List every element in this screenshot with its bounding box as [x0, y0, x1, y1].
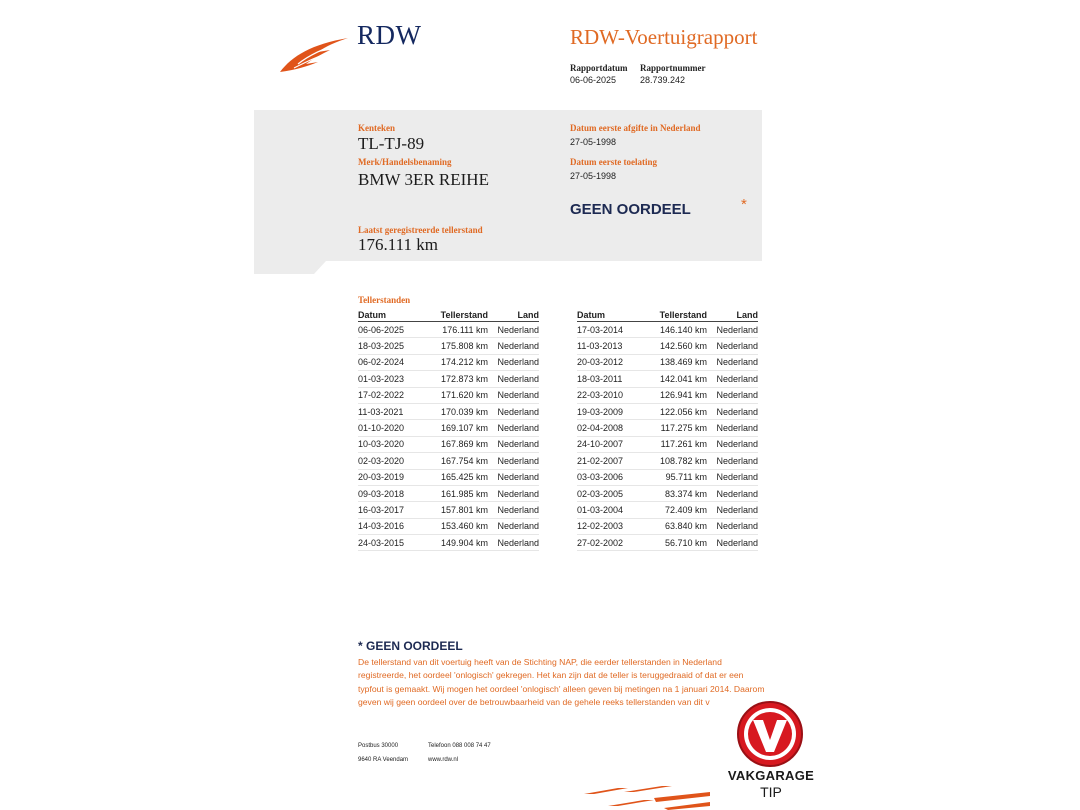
cell-country: Nederland	[707, 518, 758, 534]
cell-country: Nederland	[488, 322, 539, 338]
table-row	[577, 371, 758, 387]
cell-date: 06-06-2025	[358, 322, 430, 338]
cell-reading: 146.140 km	[649, 322, 707, 338]
cell-country: Nederland	[488, 338, 539, 354]
cell-reading: 157.801 km	[430, 502, 488, 518]
table-row	[358, 436, 539, 452]
rdw-stripes-icon	[584, 786, 714, 810]
report-date: 06-06-2025	[570, 75, 617, 85]
odometer-section-title: Tellerstanden	[358, 295, 411, 305]
table-row	[358, 354, 539, 370]
vakgarage-check-icon	[736, 700, 804, 768]
cell-date: 11-03-2021	[358, 403, 430, 419]
cell-date: 03-03-2006	[577, 469, 649, 485]
table-row	[358, 403, 539, 419]
badge-brand: VAKGARAGE	[727, 768, 815, 783]
col-reading-header: Tellerstand	[430, 308, 488, 322]
col-date-header: Datum	[577, 308, 649, 322]
table-row	[577, 354, 758, 370]
cell-date: 20-03-2019	[358, 469, 430, 485]
table-row	[358, 387, 539, 403]
cell-date: 01-03-2004	[577, 502, 649, 518]
cell-reading: 126.941 km	[649, 387, 707, 403]
table-row	[577, 469, 758, 485]
cell-country: Nederland	[488, 403, 539, 419]
plate-value: TL-TJ-89	[358, 134, 425, 153]
report-title: RDW-Voertuigrapport	[570, 25, 758, 49]
cell-date: 16-03-2017	[358, 502, 430, 518]
table-row	[358, 322, 539, 338]
brand-name: RDW	[357, 20, 422, 50]
cell-country: Nederland	[488, 469, 539, 485]
cell-country: Nederland	[488, 502, 539, 518]
cell-country: Nederland	[707, 436, 758, 452]
table-row	[358, 469, 539, 485]
cell-reading: 167.869 km	[430, 436, 488, 452]
cell-date: 17-02-2022	[358, 387, 430, 403]
cell-reading: 72.409 km	[649, 502, 707, 518]
cell-date: 19-03-2009	[577, 403, 649, 419]
cell-date: 27-02-2002	[577, 535, 649, 551]
cell-country: Nederland	[488, 518, 539, 534]
cell-date: 09-03-2018	[358, 485, 430, 501]
footnote-line: registreerde, het oordeel 'onlogisch' gekregen. Het kan zijn dat de teller is teruggedraaid of dat er een	[358, 670, 744, 681]
table-header-row	[577, 308, 758, 322]
cell-reading: 117.275 km	[649, 420, 707, 436]
vehicle-info-panel	[254, 110, 762, 274]
cell-country: Nederland	[707, 535, 758, 551]
cell-date: 01-03-2023	[358, 371, 430, 387]
table-row	[358, 420, 539, 436]
col-country-header: Land	[488, 308, 539, 322]
col-country-header: Land	[707, 308, 758, 322]
cell-country: Nederland	[488, 485, 539, 501]
report-number: 28.739.242	[640, 75, 686, 85]
cell-date: 11-03-2013	[577, 338, 649, 354]
cell-country: Nederland	[707, 485, 758, 501]
table-row	[358, 535, 539, 551]
cell-country: Nederland	[488, 387, 539, 403]
table-row	[577, 387, 758, 403]
cell-reading: 153.460 km	[430, 518, 488, 534]
table-row	[358, 518, 539, 534]
cell-date: 18-03-2025	[358, 338, 430, 354]
cell-country: Nederland	[488, 436, 539, 452]
cell-reading: 171.620 km	[430, 387, 488, 403]
cell-date: 02-04-2008	[577, 420, 649, 436]
cell-reading: 167.754 km	[430, 453, 488, 469]
footnote-line: geven wij geen oordeel over de betrouwbaarheid van de gehele reeks tellerstanden van dit v	[358, 697, 710, 708]
cell-country: Nederland	[488, 420, 539, 436]
cell-date: 14-03-2016	[358, 518, 430, 534]
col-date-header: Datum	[358, 308, 430, 322]
cell-reading: 56.710 km	[649, 535, 707, 551]
table-row	[358, 485, 539, 501]
odometer-table-right	[577, 308, 758, 551]
cell-country: Nederland	[707, 420, 758, 436]
cell-reading: 122.056 km	[649, 403, 707, 419]
cell-country: Nederland	[707, 338, 758, 354]
first-nl-label: Datum eerste afgifte in Nederland	[570, 123, 701, 133]
table-row	[577, 453, 758, 469]
cell-country: Nederland	[488, 535, 539, 551]
table-row	[358, 502, 539, 518]
cell-reading: 95.711 km	[649, 469, 707, 485]
cell-date: 01-10-2020	[358, 420, 430, 436]
cell-reading: 142.041 km	[649, 371, 707, 387]
make-value: BMW 3ER REIHE	[358, 170, 489, 189]
cell-date: 24-03-2015	[358, 535, 430, 551]
first-admission-label: Datum eerste toelating	[570, 157, 657, 167]
cell-reading: 165.425 km	[430, 469, 488, 485]
cell-date: 21-02-2007	[577, 453, 649, 469]
cell-reading: 63.840 km	[649, 518, 707, 534]
cell-reading: 149.904 km	[430, 535, 488, 551]
col-reading-header: Tellerstand	[649, 308, 707, 322]
footnote-text	[358, 656, 770, 710]
cell-country: Nederland	[707, 322, 758, 338]
first-nl-value: 27-05-1998	[570, 137, 617, 147]
cell-reading: 117.261 km	[649, 436, 707, 452]
make-label: Merk/Handelsbenaming	[358, 157, 452, 167]
report-number-label: Rapportnummer	[640, 63, 706, 73]
table-row	[577, 403, 758, 419]
verdict-footnote-marker: *	[741, 196, 747, 213]
cell-reading: 169.107 km	[430, 420, 488, 436]
verdict-text: GEEN OORDEEL	[570, 201, 691, 218]
table-row	[577, 420, 758, 436]
odometer-rows-left	[358, 322, 539, 551]
cell-date: 22-03-2010	[577, 387, 649, 403]
cell-date: 20-03-2012	[577, 354, 649, 370]
table-row	[358, 338, 539, 354]
cell-country: Nederland	[707, 403, 758, 419]
last-odometer-value: 176.111 km	[358, 235, 438, 254]
cell-reading: 176.111 km	[430, 322, 488, 338]
address-postbus: Postbus 30000	[358, 743, 399, 749]
cell-date: 12-02-2003	[577, 518, 649, 534]
table-row	[577, 518, 758, 534]
cell-reading: 138.469 km	[649, 354, 707, 370]
cell-date: 18-03-2011	[577, 371, 649, 387]
cell-reading: 174.212 km	[430, 354, 488, 370]
cell-date: 02-03-2020	[358, 453, 430, 469]
footnote-title: * GEEN OORDEEL	[358, 639, 463, 653]
address-web: www.rdw.nl	[428, 757, 459, 763]
cell-country: Nederland	[488, 354, 539, 370]
table-row	[577, 436, 758, 452]
cell-reading: 172.873 km	[430, 371, 488, 387]
cell-country: Nederland	[707, 387, 758, 403]
cell-reading: 161.985 km	[430, 485, 488, 501]
cell-date: 10-03-2020	[358, 436, 430, 452]
cell-country: Nederland	[707, 453, 758, 469]
table-row	[577, 338, 758, 354]
cell-date: 06-02-2024	[358, 354, 430, 370]
table-row	[358, 371, 539, 387]
badge-tip: TIP	[760, 784, 782, 800]
first-admission-value: 27-05-1998	[570, 171, 617, 181]
table-header-row	[358, 308, 539, 322]
address-phone: Telefoon 088 008 74 47	[428, 743, 491, 749]
address-city: 9640 RA Veendam	[358, 757, 409, 763]
odometer-rows-right	[577, 322, 758, 551]
cell-reading: 83.374 km	[649, 485, 707, 501]
cell-country: Nederland	[707, 371, 758, 387]
plate-label: Kenteken	[358, 123, 395, 133]
table-row	[577, 535, 758, 551]
report-date-label: Rapportdatum	[570, 63, 628, 73]
footnote-line: De tellerstand van dit voertuig heeft van de Stichting NAP, die eerder tellerstanden in Nederland	[358, 657, 722, 667]
footnote-line: typfout is gemaakt. Wij mogen het oordeel 'onlogisch' alleen geven bij metingen na 1 januari 2014. Daarom	[358, 683, 765, 694]
cell-date: 02-03-2005	[577, 485, 649, 501]
last-odometer-label: Laatst geregistreerde tellerstand	[358, 225, 483, 235]
odometer-table-left	[358, 308, 539, 551]
cell-reading: 175.808 km	[430, 338, 488, 354]
cell-country: Nederland	[707, 354, 758, 370]
cell-country: Nederland	[707, 502, 758, 518]
cell-date: 17-03-2014	[577, 322, 649, 338]
table-row	[358, 453, 539, 469]
cell-country: Nederland	[488, 453, 539, 469]
table-row	[577, 322, 758, 338]
table-row	[577, 485, 758, 501]
rdw-logo-icon	[278, 34, 350, 74]
cell-country: Nederland	[488, 371, 539, 387]
table-row	[577, 502, 758, 518]
cell-country: Nederland	[707, 469, 758, 485]
cell-reading: 108.782 km	[649, 453, 707, 469]
cell-date: 24-10-2007	[577, 436, 649, 452]
cell-reading: 170.039 km	[430, 403, 488, 419]
cell-reading: 142.560 km	[649, 338, 707, 354]
